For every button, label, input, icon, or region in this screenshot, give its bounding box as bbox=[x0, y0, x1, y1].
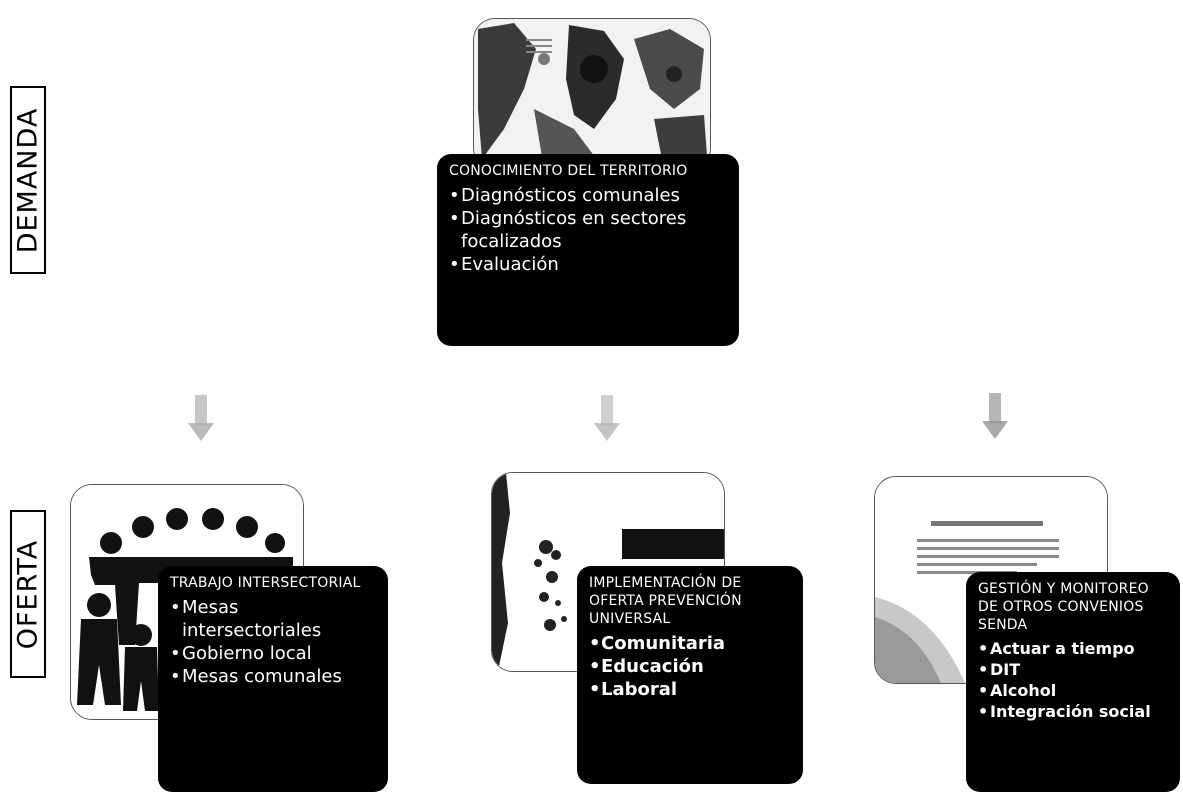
agreements-item: • Integración social bbox=[978, 701, 1170, 722]
intersectoral-item: • Mesas comunales bbox=[170, 665, 378, 688]
arrow-down-center bbox=[594, 395, 620, 441]
territory-item: • Evaluación bbox=[449, 253, 729, 276]
prevention-item: • Educación bbox=[589, 655, 793, 678]
intersectoral-box bbox=[158, 566, 388, 792]
prevention-item: • Laboral bbox=[589, 678, 793, 701]
territory-title: CONOCIMIENTO DEL TERRITORIO bbox=[449, 163, 688, 179]
agreements-title: GESTIÓN Y MONITOREO DE OTROS CONVENIOS SENDA bbox=[978, 581, 1149, 633]
agreements-item: • DIT bbox=[978, 659, 1170, 680]
demand-label-box bbox=[10, 86, 46, 274]
offer-label: OFERTA bbox=[12, 539, 44, 649]
agreements-item: • Actuar a tiempo bbox=[978, 638, 1170, 659]
intersectoral-title: TRABAJO INTERSECTORIAL bbox=[170, 575, 361, 591]
arrow-down-left bbox=[188, 395, 214, 441]
offer-label-box bbox=[10, 510, 46, 678]
territory-item: • Diagnósticos en sectores focalizados bbox=[449, 207, 729, 253]
prevention-title: IMPLEMENTACIÓN DE OFERTA PREVENCIÓN UNIVERSAL bbox=[589, 575, 742, 627]
agreements-box bbox=[966, 572, 1180, 792]
agreements-item: • Alcohol bbox=[978, 680, 1170, 701]
territory-item: • Diagnósticos comunales bbox=[449, 184, 729, 207]
intersectoral-item: • Gobierno local bbox=[170, 642, 378, 665]
demand-label: DEMANDA bbox=[12, 107, 44, 253]
prevention-box bbox=[577, 566, 803, 784]
territory-map-image bbox=[473, 18, 711, 170]
intersectoral-item: • Mesas intersectoriales bbox=[170, 596, 378, 642]
arrow-down-right bbox=[982, 393, 1008, 439]
territory-box bbox=[437, 154, 739, 346]
prevention-item: • Comunitaria bbox=[589, 632, 793, 655]
